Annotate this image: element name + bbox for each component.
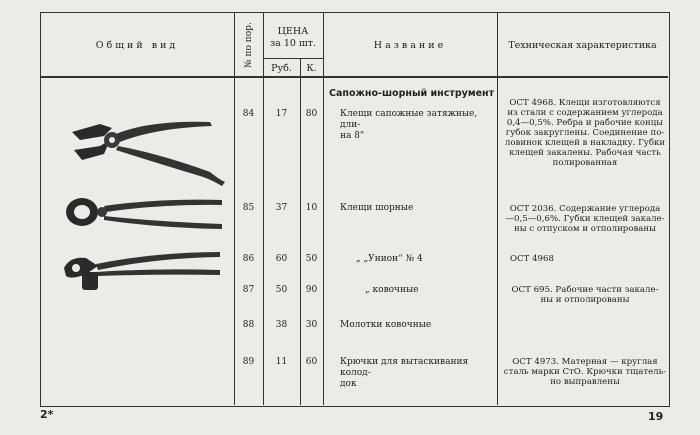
row-86-kop: 50: [305, 254, 318, 264]
row-86-name: [356, 254, 496, 265]
tech-line: полированная: [552, 158, 618, 168]
row-89-name: [340, 357, 496, 390]
row-85-name: [340, 203, 496, 214]
row-84-kop: 80: [305, 109, 318, 119]
tech-line: ОСТ 2036. Содержание углерода: [509, 204, 661, 214]
row-84-name: [340, 109, 496, 142]
tech-line: ОСТ 4973. Матерная — круглая: [512, 357, 658, 367]
price-subheader-line: [263, 58, 323, 59]
row-85-no: 85: [242, 203, 255, 213]
header-rub: Руб.: [271, 63, 292, 74]
row-88-name: [340, 320, 496, 331]
signature-mark: 2*: [40, 408, 54, 421]
row-87-rub: 50: [275, 285, 288, 295]
row-88-rub: 38: [275, 320, 288, 330]
tech-line: губок закруглены. Соединение по-: [505, 128, 665, 138]
row-87-no: 87: [242, 285, 255, 295]
name-line: „ „Унион“ № 4: [356, 254, 423, 264]
name-line: на 8": [340, 131, 365, 141]
name-line: „ ковочные: [365, 285, 419, 295]
tech-line: —0,5—0,6%. Губки клещей закале-: [505, 214, 665, 224]
section-title: Сапожно-шорный инструмент: [329, 88, 495, 99]
row-89-kop: 60: [305, 357, 318, 367]
row-85-kop: 10: [305, 203, 318, 213]
row-87-tech: [503, 285, 667, 305]
name-line: Клещи шорные: [340, 203, 414, 213]
tech-line: но выправлены: [550, 377, 620, 387]
tech-line: ОСТ 4968: [510, 254, 554, 264]
row-84-tech: [503, 98, 667, 168]
tech-line: ОСТ 695. Рабочие части закале-: [511, 285, 659, 295]
row-87-name: [365, 285, 496, 296]
header-price-line1: ЦЕНА: [277, 26, 309, 37]
name-line: Клещи сапожные затяжные, дли-: [340, 109, 478, 130]
header-general-view: Общий вид: [95, 40, 179, 51]
col-divider: [497, 12, 498, 405]
name-line: Крючки для вытаскивания колод-: [340, 357, 469, 378]
tech-line: клещей закалены. Рабочая часть: [509, 148, 661, 158]
header-price: [263, 26, 323, 50]
row-85-tech: [503, 204, 667, 234]
row-88-kop: 30: [305, 320, 318, 330]
row-86-rub: 60: [275, 254, 288, 264]
row-88-no: 88: [242, 320, 255, 330]
tech-line: ны с отпуском и отполированы: [513, 224, 656, 234]
header-tech: Техническая характеристика: [508, 40, 657, 51]
row-89-rub: 11: [275, 357, 288, 367]
name-line: Молотки ковочные: [340, 320, 432, 330]
pincers-86-illustration: [56, 246, 228, 296]
page-number: 19: [648, 410, 664, 423]
tech-line: из стали с содержанием углерода: [507, 108, 663, 118]
header-kop: К.: [306, 63, 317, 74]
col-divider: [323, 12, 324, 405]
row-86-no: 86: [242, 254, 255, 264]
row-84-rub: 17: [275, 109, 288, 119]
header-bottom-line: [40, 76, 668, 78]
tech-line: ловинок клещей в накладку. Губки: [504, 138, 666, 148]
row-86-tech: [510, 254, 667, 264]
row-89-tech: [503, 357, 667, 387]
row-85-rub: 37: [275, 203, 288, 213]
name-line: док: [340, 379, 357, 389]
tech-line: сталь марки СтО. Крючки тщатель-: [503, 367, 667, 377]
pincers-84-illustration: [60, 110, 232, 190]
tech-line: 0,4—0,5%. Ребра и рабочие концы: [506, 118, 664, 128]
header-number: № по пор.: [244, 22, 254, 68]
row-89-no: 89: [242, 357, 255, 367]
row-84-no: 84: [242, 109, 255, 119]
tech-line: ОСТ 4968. Клещи изготовляются: [509, 98, 661, 108]
tech-line: ны и отполированы: [540, 295, 630, 305]
header-name: Название: [373, 40, 447, 51]
pincers-85-illustration: [60, 192, 232, 238]
row-87-kop: 90: [305, 285, 318, 295]
header-price-line2: за 10 шт.: [269, 38, 317, 49]
